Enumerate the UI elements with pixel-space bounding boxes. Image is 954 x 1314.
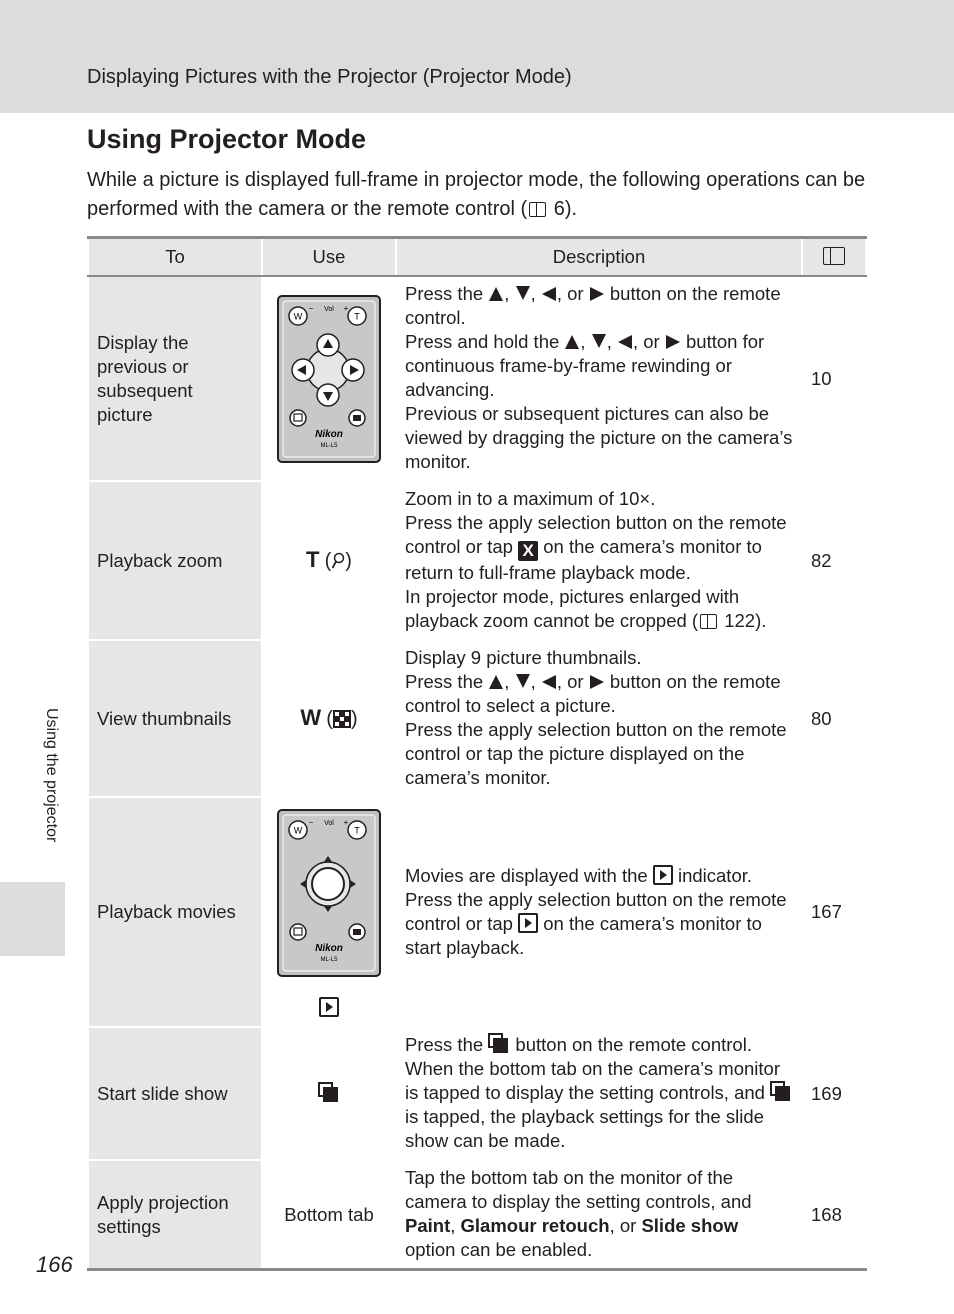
glamour-retouch-option: Glamour retouch — [460, 1215, 610, 1236]
to-cell: Apply projection settings — [88, 1160, 262, 1270]
intro-paragraph: While a picture is displayed full-frame in projector mode, the following operations can be performed with the camera or the remote control ( 6). — [87, 169, 866, 220]
right-arrow-icon — [666, 335, 680, 349]
right-arrow-icon — [590, 675, 604, 689]
page-number: 166 — [36, 1252, 73, 1277]
remote-control-icon — [276, 294, 382, 464]
reference-cell: 10 — [802, 276, 866, 481]
minus-label: − — [308, 818, 314, 827]
table-row — [88, 1160, 866, 1270]
description-cell: Movies are displayed with the indicator. Press the apply selection button on the remote control or tap on the camera’s monitor to start playback. — [396, 797, 802, 1027]
header-use: Use — [262, 238, 396, 277]
down-arrow-icon — [592, 334, 606, 348]
use-cell: T ( ) — [262, 481, 396, 640]
remote-t-label: T — [354, 825, 360, 836]
vol-label: Vol — [324, 820, 334, 827]
model-label: ML-L5 — [320, 957, 338, 963]
header-description: Description — [396, 238, 802, 277]
model-label: ML-L5 — [320, 442, 338, 449]
description-cell: Zoom in to a maximum of 10×. Press the apply selection button on the remote control or tap X on the camera’s monitor to return to full-frame playback mode. In projector mode, pictures enlarged with playback zoom cannot be cropped ( 122). — [396, 481, 802, 640]
reference-cell: 80 — [802, 640, 866, 797]
paint-option: Paint — [405, 1215, 451, 1236]
left-arrow-icon — [542, 287, 556, 301]
reference-cell: 167 — [802, 797, 866, 1027]
w-letter: W — [300, 705, 322, 730]
page-title: Using Projector Mode — [87, 124, 367, 154]
use-cell: W ( ) — [262, 640, 396, 797]
t-letter: T — [306, 547, 320, 572]
table-row — [88, 640, 866, 797]
side-tab — [0, 882, 65, 956]
play-icon — [319, 997, 339, 1017]
x-glyph-icon: X — [518, 541, 538, 561]
header-to: To — [88, 238, 262, 277]
table-row — [88, 1027, 866, 1160]
use-cell — [262, 276, 396, 481]
play-icon — [518, 913, 538, 933]
left-arrow-icon — [542, 675, 556, 689]
down-arrow-icon — [516, 286, 530, 300]
thumbnail-icon — [333, 710, 351, 728]
plus-label: + — [343, 303, 349, 313]
play-icon — [653, 865, 673, 885]
down-arrow-icon — [516, 674, 530, 688]
header-band — [0, 0, 954, 113]
brand-label: Nikon — [315, 428, 343, 440]
vol-label: Vol — [324, 305, 334, 313]
brand-label: Nikon — [315, 943, 343, 954]
remote-w-label: W — [293, 825, 303, 836]
to-cell: Display the previous or subsequent picture — [88, 276, 262, 481]
book-icon — [529, 202, 546, 217]
plus-label: + — [343, 818, 349, 827]
remote-w-label: W — [293, 311, 303, 321]
slide-show-icon — [488, 1033, 510, 1055]
to-cell: Playback zoom — [88, 481, 262, 640]
remote-control-icon — [276, 808, 382, 978]
operations-table — [87, 236, 867, 1271]
table-row — [88, 276, 866, 481]
book-icon — [700, 614, 717, 629]
left-arrow-icon — [618, 335, 632, 349]
zoom-icon — [331, 552, 345, 570]
minus-label: − — [308, 303, 314, 313]
table-header-row — [88, 238, 866, 277]
book-icon — [823, 247, 845, 265]
slide-show-icon — [318, 1082, 340, 1104]
use-cell — [262, 797, 396, 989]
header-reference — [802, 238, 866, 277]
reference-cell: 168 — [802, 1160, 866, 1270]
reference-cell: 82 — [802, 481, 866, 640]
description-cell: Press the , , , or button on the remote control. Press and hold the , , , or button for continuous frame-by-frame rewinding or advancing. Previous or subsequent pictures can also be viewed by dragging the picture on the camera’s monitor. — [396, 276, 802, 481]
use-cell — [262, 989, 396, 1027]
description-cell: Display 9 picture thumbnails. Press the , , , or button on the remote control to select a picture. Press the apply selection button on the remote control or tap the picture displayed on the camera’s monitor. — [396, 640, 802, 797]
description-cell: Tap the bottom tab on the monitor of the camera to display the setting controls, and Paint, Glamour retouch, or Slide show option can be enabled. — [396, 1160, 802, 1270]
up-arrow-icon — [489, 675, 503, 689]
side-section-label: Using the projector — [43, 708, 60, 843]
use-cell: Bottom tab — [262, 1160, 396, 1270]
slide-show-icon — [770, 1081, 792, 1103]
to-cell: Playback movies — [88, 797, 262, 1027]
table-row — [88, 797, 866, 989]
use-cell — [262, 1027, 396, 1160]
section-header: Displaying Pictures with the Projector (Projector Mode) — [87, 66, 572, 88]
up-arrow-icon — [489, 287, 503, 301]
description-cell: Press the button on the remote control. When the bottom tab on the camera’s monitor is tapped to display the setting controls, and is tapped, the playback settings for the slide show can be made. — [396, 1027, 802, 1160]
right-arrow-icon — [590, 287, 604, 301]
slide-show-option: Slide show — [641, 1215, 739, 1236]
remote-t-label: T — [354, 311, 360, 321]
to-cell: Start slide show — [88, 1027, 262, 1160]
up-arrow-icon — [565, 335, 579, 349]
to-cell: View thumbnails — [88, 640, 262, 797]
table-row — [88, 481, 866, 640]
reference-cell: 169 — [802, 1027, 866, 1160]
